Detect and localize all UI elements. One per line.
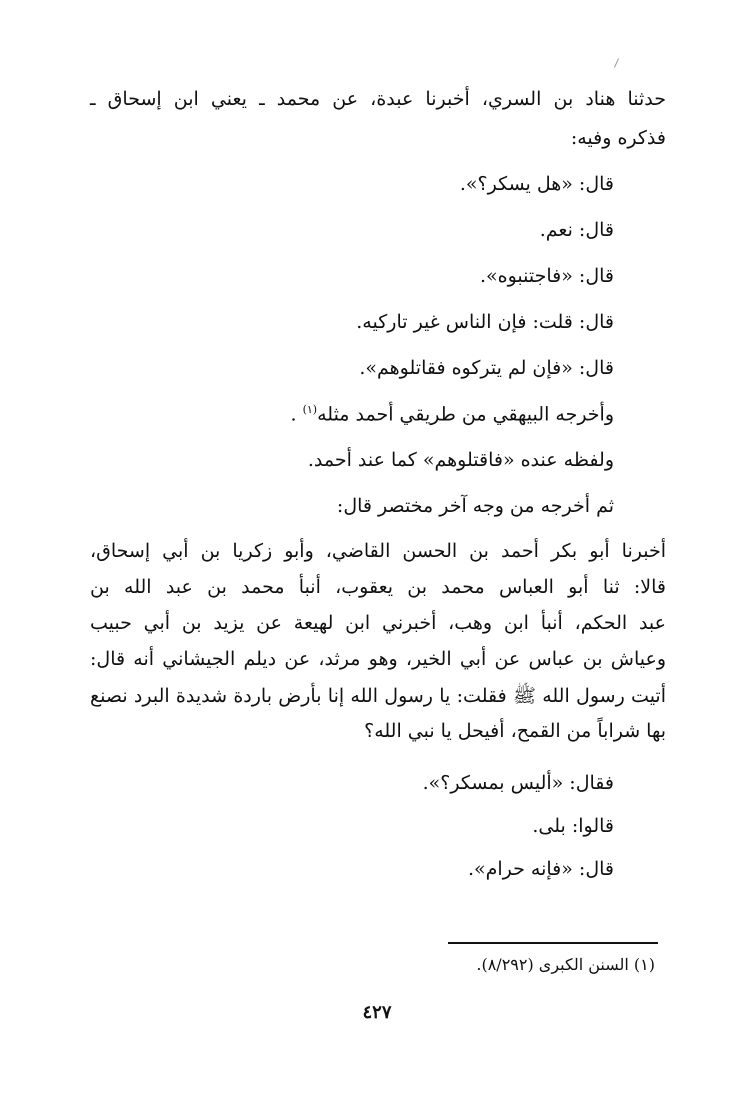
footnote-marker: (١) [302, 403, 318, 416]
dialogue-line: قال: «فإنه حرام». [467, 858, 614, 880]
text-line: وعياش بن عباس عن أبي الخير، وهو مرثد، عن ديلم الجيشاني أنه قال: [90, 648, 666, 670]
dialogue-line: قال: «فإن لم يتركوه فقاتلوهم». [359, 357, 614, 379]
margin-mark [614, 58, 619, 67]
dialogue-line: قال: «هل يسكر؟». [459, 173, 614, 195]
footnote: (١) السنن الكبرى (٨/٢٩٢). [476, 955, 655, 974]
page-number: ٤٢٧ [362, 1002, 392, 1023]
bayhaqi-end: . [290, 403, 297, 426]
dialogue-line: قال: نعم. [539, 219, 614, 241]
text-line: حدثنا هناد بن السري، أخبرنا عبدة، عن محمد ـ يعني ابن إسحاق ـ [90, 88, 666, 110]
bayhaqi-text: وأخرجه البيهقي من طريقي أحمد مثله [317, 403, 614, 426]
dialogue-line: فقال: «أليس بمسكر؟». [422, 772, 614, 794]
text-line: فذكره وفيه: [570, 127, 666, 149]
text-line: ولفظه عنده «فاقتلوهم» كما عند أحمد. [307, 449, 614, 471]
dialogue-line: قالوا: بلى. [532, 815, 614, 837]
bayhaqi-line [290, 403, 614, 425]
text-line: قالا: ثنا أبو العباس محمد بن يعقوب، أنبأ محمد بن عبد الله بن [90, 576, 666, 598]
text-line: بها شراباً من القمح، أفيحل يا نبي الله؟ [364, 720, 666, 742]
text-line: أخبرنا أبو بكر أحمد بن الحسن القاضي، وأبو زكريا بن أبي إسحاق، [90, 540, 666, 562]
text-line: عبد الحكم، أنبأ ابن وهب، أخبرني ابن لهيعة عن يزيد بن أبي حبيب [90, 612, 666, 634]
footnote-divider [448, 942, 658, 944]
text-line: ثم أخرجه من وجه آخر مختصر قال: [336, 495, 614, 517]
dialogue-line: قال: قلت: فإن الناس غير تاركيه. [356, 311, 614, 333]
dialogue-line: قال: «فاجتنبوه». [480, 265, 614, 287]
text-line: أتيت رسول الله ﷺ فقلت: يا رسول الله إنا بأرض باردة شديدة البرد نصنع [90, 685, 666, 707]
